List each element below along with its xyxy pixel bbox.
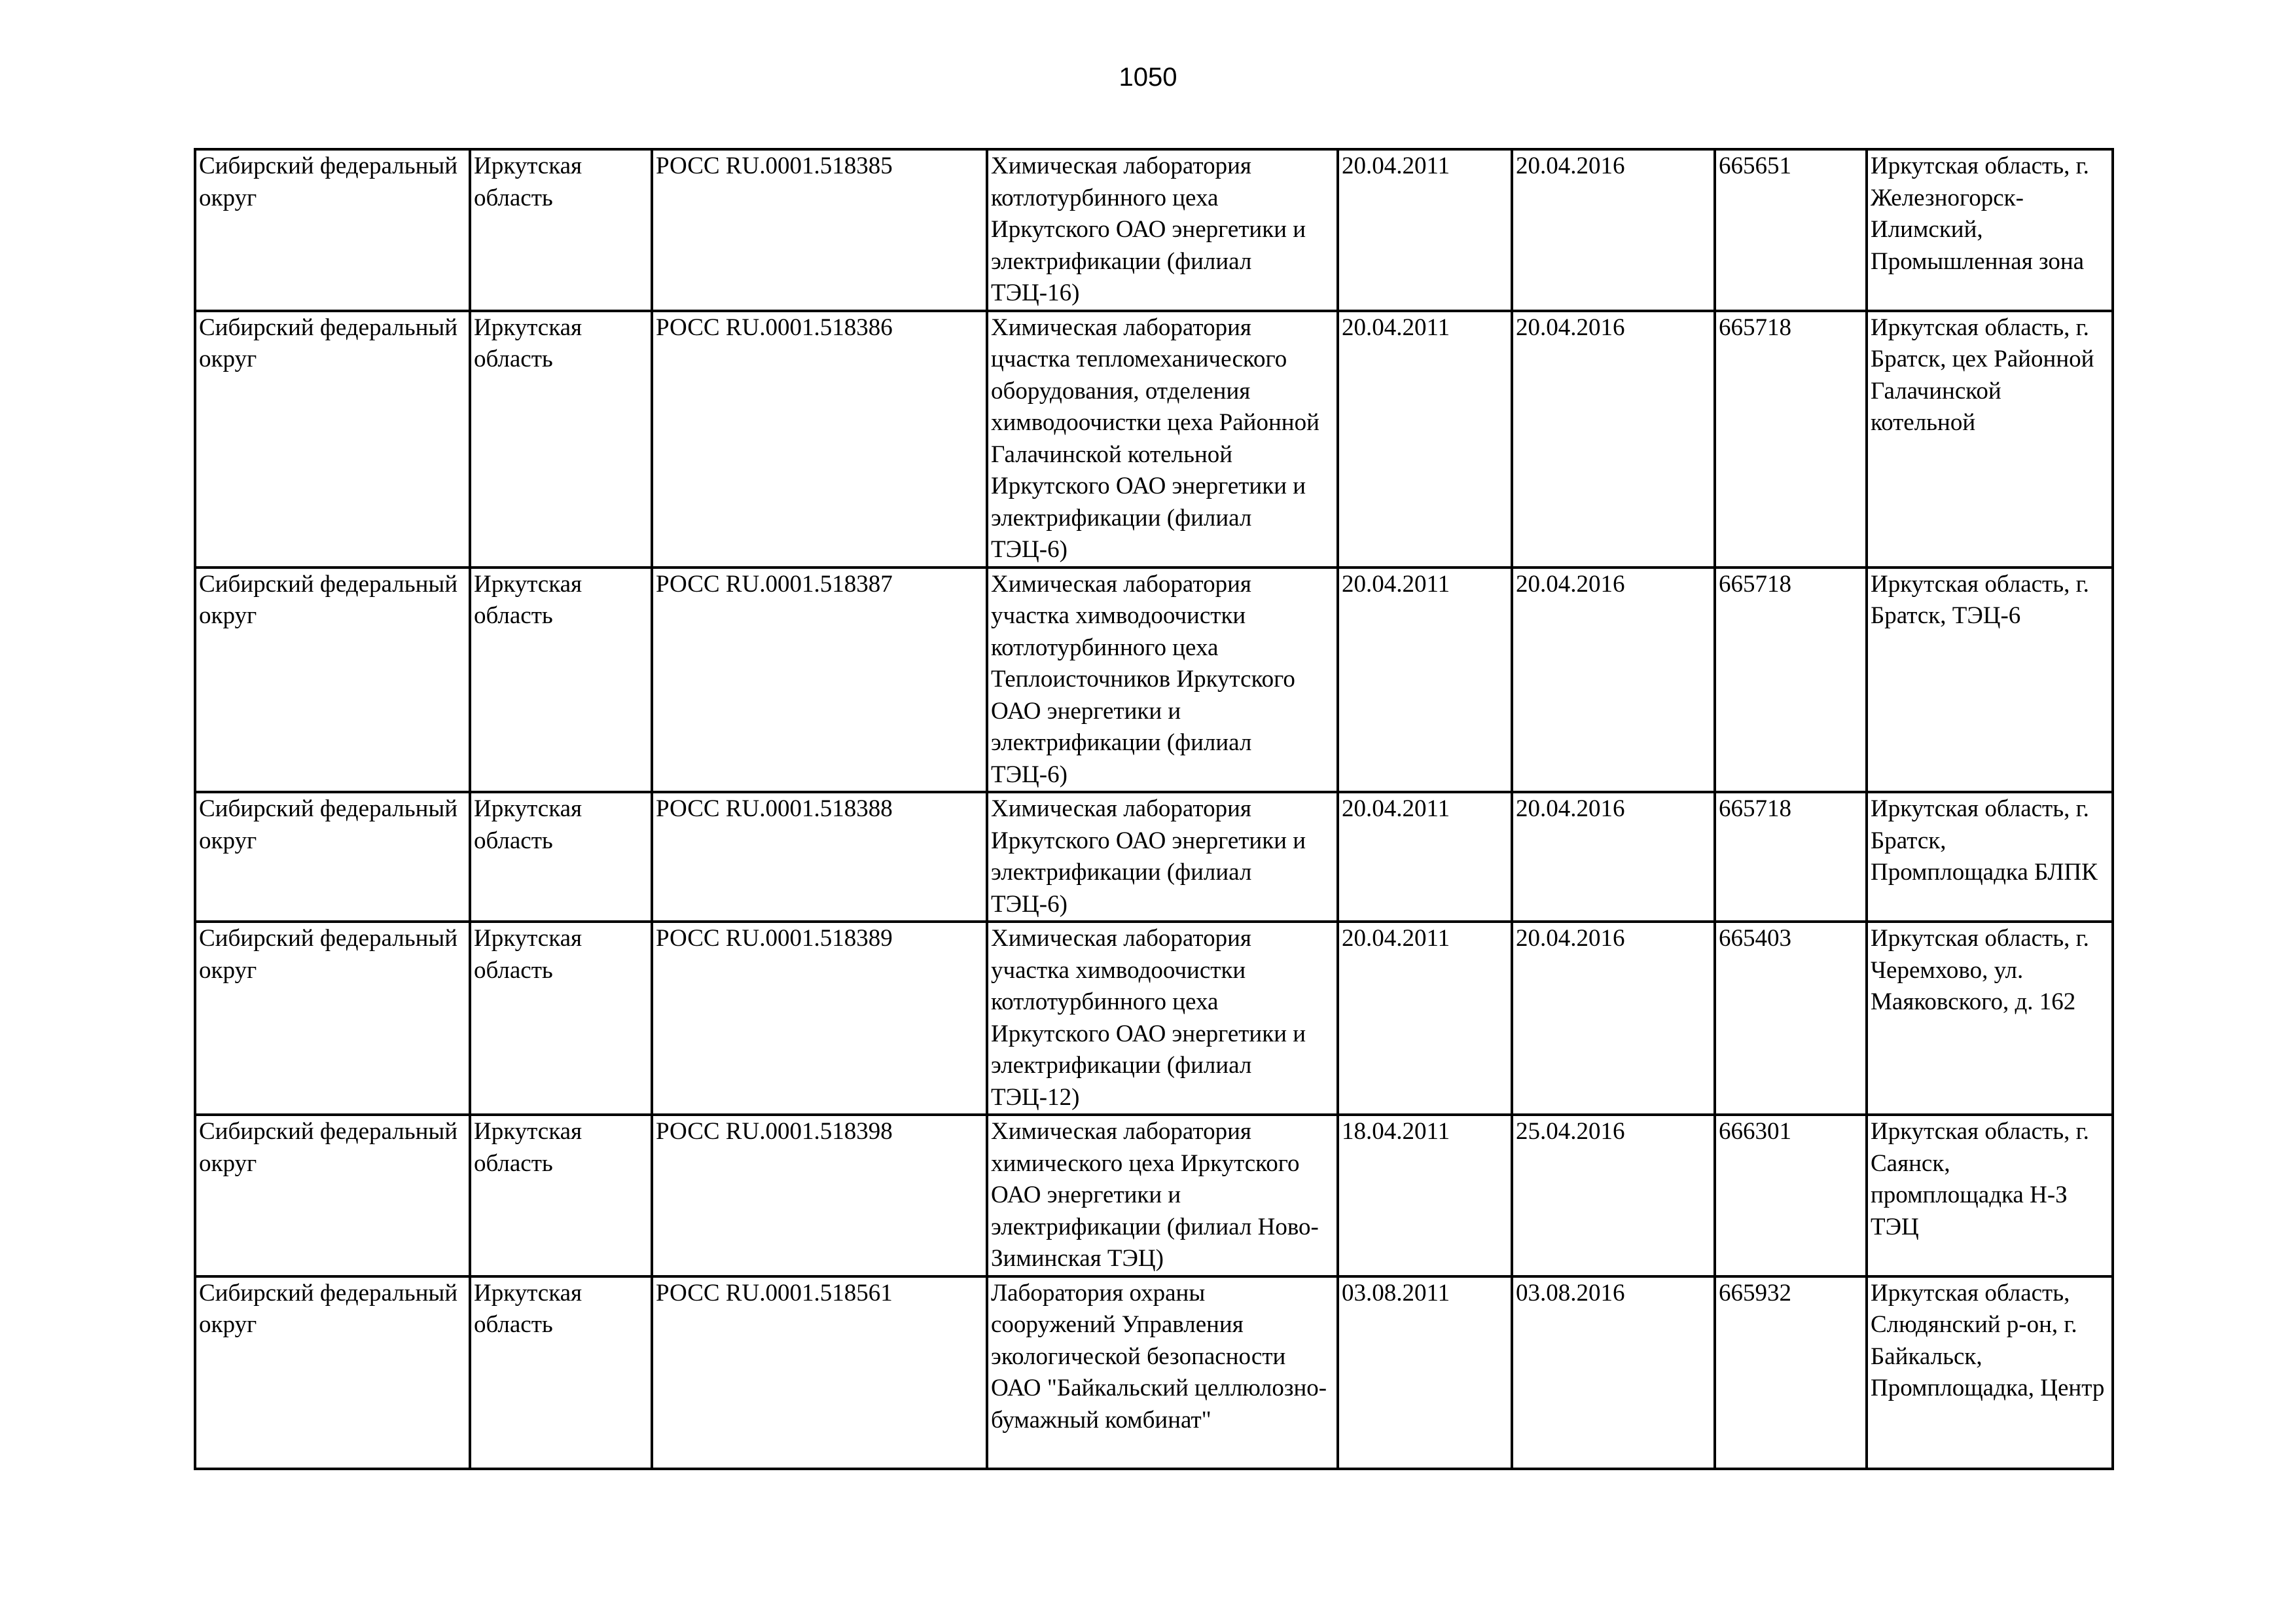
cert-number-cell: РОСС RU.0001.518385: [652, 149, 987, 311]
region-cell: Иркутская область: [470, 792, 652, 922]
date-to-cell: 20.04.2016: [1512, 149, 1715, 311]
postcode-cell: 665718: [1715, 792, 1867, 922]
date-to-cell: 03.08.2016: [1512, 1276, 1715, 1469]
date-from-cell: 18.04.2011: [1338, 1115, 1512, 1276]
region-cell: Иркутская область: [470, 1115, 652, 1276]
registry-table: [194, 148, 2114, 1470]
date-from-cell: 20.04.2011: [1338, 311, 1512, 568]
postcode-cell: 665718: [1715, 568, 1867, 793]
postcode-cell: 665651: [1715, 149, 1867, 311]
address-cell: Иркутская область, г. Саянск, промплощадка Н-З ТЭЦ: [1867, 1115, 2113, 1276]
date-to-cell: 20.04.2016: [1512, 922, 1715, 1115]
cert-number-cell: РОСС RU.0001.518389: [652, 922, 987, 1115]
lab-name-cell: Химическая лаборатория участка химводоочистки котлотурбинного цеха Теплоисточников Иркутского ОАО энергетики и электрификации (филиал ТЭЦ-6): [987, 568, 1338, 793]
region-cell: Иркутская область: [470, 311, 652, 568]
lab-name-cell: Химическая лаборатория котлотурбинного цеха Иркутского ОАО энергетики и электрификации (филиал ТЭЦ-16): [987, 149, 1338, 311]
date-from-cell: 20.04.2011: [1338, 922, 1512, 1115]
district-cell: Сибирский федеральный округ: [195, 1115, 470, 1276]
table-row: [195, 922, 2113, 1115]
district-cell: Сибирский федеральный округ: [195, 1276, 470, 1469]
district-cell: Сибирский федеральный округ: [195, 311, 470, 568]
date-from-cell: 03.08.2011: [1338, 1276, 1512, 1469]
district-cell: Сибирский федеральный округ: [195, 792, 470, 922]
lab-name-cell: Химическая лаборатория химического цеха Иркутского ОАО энергетики и электрификации (филиал Ново-Зиминская ТЭЦ): [987, 1115, 1338, 1276]
district-cell: Сибирский федеральный округ: [195, 568, 470, 793]
table-row: [195, 1276, 2113, 1469]
address-cell: Иркутская область, Слюдянский р-он, г. Байкальск, Промплощадка, Центр: [1867, 1276, 2113, 1469]
address-cell: Иркутская область, г. Черемхово, ул. Маяковского, д. 162: [1867, 922, 2113, 1115]
cert-number-cell: РОСС RU.0001.518387: [652, 568, 987, 793]
district-cell: Сибирский федеральный округ: [195, 922, 470, 1115]
date-to-cell: 20.04.2016: [1512, 311, 1715, 568]
cert-number-cell: РОСС RU.0001.518388: [652, 792, 987, 922]
page-number: 1050: [1119, 63, 1177, 92]
lab-name-cell: Химическая лаборатория Иркутского ОАО энергетики и электрификации (филиал ТЭЦ-6): [987, 792, 1338, 922]
district-cell: Сибирский федеральный округ: [195, 149, 470, 311]
table-row: [195, 149, 2113, 311]
postcode-cell: 665932: [1715, 1276, 1867, 1469]
address-cell: Иркутская область, г. Братск, Промплощадка БЛПК: [1867, 792, 2113, 922]
date-from-cell: 20.04.2011: [1338, 149, 1512, 311]
date-to-cell: 25.04.2016: [1512, 1115, 1715, 1276]
cert-number-cell: РОСС RU.0001.518386: [652, 311, 987, 568]
region-cell: Иркутская область: [470, 568, 652, 793]
cert-number-cell: РОСС RU.0001.518398: [652, 1115, 987, 1276]
lab-name-cell: Лаборатория охраны сооружений Управления экологической безопасности ОАО "Байкальский целлюлозно-бумажный комбинат": [987, 1276, 1338, 1469]
table-row: [195, 792, 2113, 922]
date-from-cell: 20.04.2011: [1338, 568, 1512, 793]
postcode-cell: 665718: [1715, 311, 1867, 568]
address-cell: Иркутская область, г. Братск, цех Районной Галачинской котельной: [1867, 311, 2113, 568]
cert-number-cell: РОСС RU.0001.518561: [652, 1276, 987, 1469]
table-row: [195, 568, 2113, 793]
postcode-cell: 665403: [1715, 922, 1867, 1115]
table-row: [195, 1115, 2113, 1276]
date-from-cell: 20.04.2011: [1338, 792, 1512, 922]
postcode-cell: 666301: [1715, 1115, 1867, 1276]
region-cell: Иркутская область: [470, 1276, 652, 1469]
lab-name-cell: Химическая лаборатория участка химводоочистки котлотурбинного цеха Иркутского ОАО энергетики и электрификации (филиал ТЭЦ-12): [987, 922, 1338, 1115]
region-cell: Иркутская область: [470, 149, 652, 311]
address-cell: Иркутская область, г. Братск, ТЭЦ-6: [1867, 568, 2113, 793]
date-to-cell: 20.04.2016: [1512, 792, 1715, 922]
date-to-cell: 20.04.2016: [1512, 568, 1715, 793]
table-row: [195, 311, 2113, 568]
address-cell: Иркутская область, г. Железногорск-Илимский, Промышленная зона: [1867, 149, 2113, 311]
lab-name-cell: Химическая лаборатория цчастка тепломеханического оборудования, отделения химводоочистки цеха Районной Галачинской котельной Иркутского ОАО энергетики и электрификации (филиал ТЭЦ-6): [987, 311, 1338, 568]
region-cell: Иркутская область: [470, 922, 652, 1115]
